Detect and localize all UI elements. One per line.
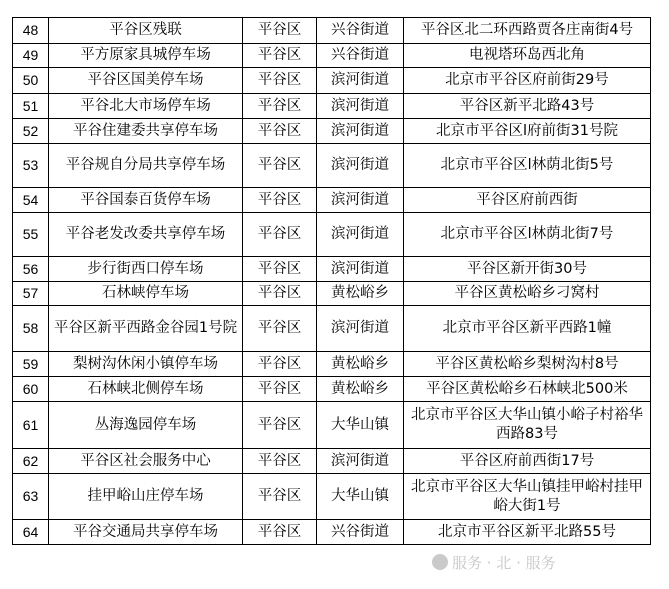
address-cell: 北京市平谷区新平北路55号 [404, 520, 651, 545]
district-cell: 平谷区 [243, 257, 317, 282]
table-row [13, 306, 651, 352]
row-number-cell: 48 [13, 18, 49, 44]
address-cell: 平谷区黄松峪乡刁窝村 [404, 282, 651, 306]
address-cell: 北京市平谷区l府前街31号院 [404, 119, 651, 144]
district-cell: 平谷区 [243, 94, 317, 119]
table-row [13, 402, 651, 449]
table-row [13, 282, 651, 306]
street-cell: 兴谷街道 [317, 18, 404, 44]
district-cell: 平谷区 [243, 306, 317, 352]
row-number-cell: 60 [13, 377, 49, 402]
address-cell: 平谷区府前西街 [404, 188, 651, 213]
district-cell: 平谷区 [243, 144, 317, 188]
street-cell: 滨河街道 [317, 94, 404, 119]
table-row [13, 119, 651, 144]
parking-name-cell: 平谷国泰百货停车场 [49, 188, 243, 213]
parking-name-cell: 平谷区社会服务中心 [49, 449, 243, 474]
row-number-cell: 56 [13, 257, 49, 282]
street-cell: 大华山镇 [317, 402, 404, 449]
street-cell: 滨河街道 [317, 257, 404, 282]
street-cell: 滨河街道 [317, 144, 404, 188]
table-row [13, 144, 651, 188]
address-cell: 平谷区府前西街17号 [404, 449, 651, 474]
district-cell: 平谷区 [243, 352, 317, 377]
parking-name-cell: 平谷住建委共享停车场 [49, 119, 243, 144]
parking-name-cell: 平谷老发改委共享停车场 [49, 213, 243, 257]
district-cell: 平谷区 [243, 282, 317, 306]
street-cell: 滨河街道 [317, 68, 404, 94]
table-row [13, 449, 651, 474]
street-cell: 兴谷街道 [317, 520, 404, 545]
district-cell: 平谷区 [243, 449, 317, 474]
parking-name-cell: 平谷区国美停车场 [49, 68, 243, 94]
parking-lot-table [12, 17, 651, 545]
address-cell: 平谷区新平北路43号 [404, 94, 651, 119]
street-cell: 滨河街道 [317, 449, 404, 474]
street-cell: 滨河街道 [317, 213, 404, 257]
parking-name-cell: 挂甲峪山庄停车场 [49, 474, 243, 520]
table-row [13, 352, 651, 377]
address-cell: 电视塔环岛西北角 [404, 44, 651, 68]
street-cell: 兴谷街道 [317, 44, 404, 68]
street-cell: 滨河街道 [317, 306, 404, 352]
district-cell: 平谷区 [243, 44, 317, 68]
table-row [13, 520, 651, 545]
table-row [13, 68, 651, 94]
address-cell: 北京市平谷区大华山镇挂甲峪村挂甲峪大街1号 [404, 474, 651, 520]
district-cell: 平谷区 [243, 474, 317, 520]
table-row [13, 257, 651, 282]
row-number-cell: 64 [13, 520, 49, 545]
address-cell: 北京市平谷区新平西路1幢 [404, 306, 651, 352]
street-cell: 黄松峪乡 [317, 352, 404, 377]
row-number-cell: 55 [13, 213, 49, 257]
district-cell: 平谷区 [243, 119, 317, 144]
table-row [13, 188, 651, 213]
table-row [13, 474, 651, 520]
watermark-logo-icon [432, 554, 448, 570]
parking-name-cell: 石林峡北侧停车场 [49, 377, 243, 402]
address-cell: 北京市平谷区l林荫北街5号 [404, 144, 651, 188]
parking-name-cell: 平谷北大市场停车场 [49, 94, 243, 119]
address-cell: 北京市平谷区l林荫北街7号 [404, 213, 651, 257]
row-number-cell: 57 [13, 282, 49, 306]
table-body [13, 18, 651, 545]
row-number-cell: 61 [13, 402, 49, 449]
address-cell: 平谷区黄松峪乡梨树沟村8号 [404, 352, 651, 377]
table-row [13, 213, 651, 257]
parking-name-cell: 步行街西口停车场 [49, 257, 243, 282]
parking-name-cell: 平谷区新平西路金谷园1号院 [49, 306, 243, 352]
row-number-cell: 62 [13, 449, 49, 474]
address-cell: 平谷区新开街30号 [404, 257, 651, 282]
address-cell: 北京市平谷区大华山镇小峪子村裕华西路83号 [404, 402, 651, 449]
parking-name-cell: 丛海逸园停车场 [49, 402, 243, 449]
table-row [13, 18, 651, 44]
street-cell: 滨河街道 [317, 119, 404, 144]
parking-name-cell: 梨树沟休闲小镇停车场 [49, 352, 243, 377]
parking-name-cell: 平谷规自分局共享停车场 [49, 144, 243, 188]
row-number-cell: 51 [13, 94, 49, 119]
row-number-cell: 58 [13, 306, 49, 352]
district-cell: 平谷区 [243, 402, 317, 449]
address-cell: 平谷区北二环西路贾各庄南街4号 [404, 18, 651, 44]
district-cell: 平谷区 [243, 18, 317, 44]
street-cell: 滨河街道 [317, 188, 404, 213]
district-cell: 平谷区 [243, 520, 317, 545]
parking-name-cell: 平方原家具城停车场 [49, 44, 243, 68]
address-cell: 平谷区黄松峪乡石林峡北500米 [404, 377, 651, 402]
table-row [13, 44, 651, 68]
row-number-cell: 63 [13, 474, 49, 520]
parking-name-cell: 平谷区残联 [49, 18, 243, 44]
district-cell: 平谷区 [243, 213, 317, 257]
address-cell: 北京市平谷区府前街29号 [404, 68, 651, 94]
parking-name-cell: 石林峡停车场 [49, 282, 243, 306]
street-cell: 黄松峪乡 [317, 377, 404, 402]
street-cell: 大华山镇 [317, 474, 404, 520]
table-row [13, 377, 651, 402]
watermark [432, 552, 556, 573]
row-number-cell: 52 [13, 119, 49, 144]
row-number-cell: 54 [13, 188, 49, 213]
watermark-text: 服务 · 北 · 服务 [452, 554, 556, 572]
row-number-cell: 59 [13, 352, 49, 377]
row-number-cell: 53 [13, 144, 49, 188]
row-number-cell: 50 [13, 68, 49, 94]
district-cell: 平谷区 [243, 68, 317, 94]
table-row [13, 94, 651, 119]
parking-name-cell: 平谷交通局共享停车场 [49, 520, 243, 545]
district-cell: 平谷区 [243, 188, 317, 213]
street-cell: 黄松峪乡 [317, 282, 404, 306]
row-number-cell: 49 [13, 44, 49, 68]
district-cell: 平谷区 [243, 377, 317, 402]
